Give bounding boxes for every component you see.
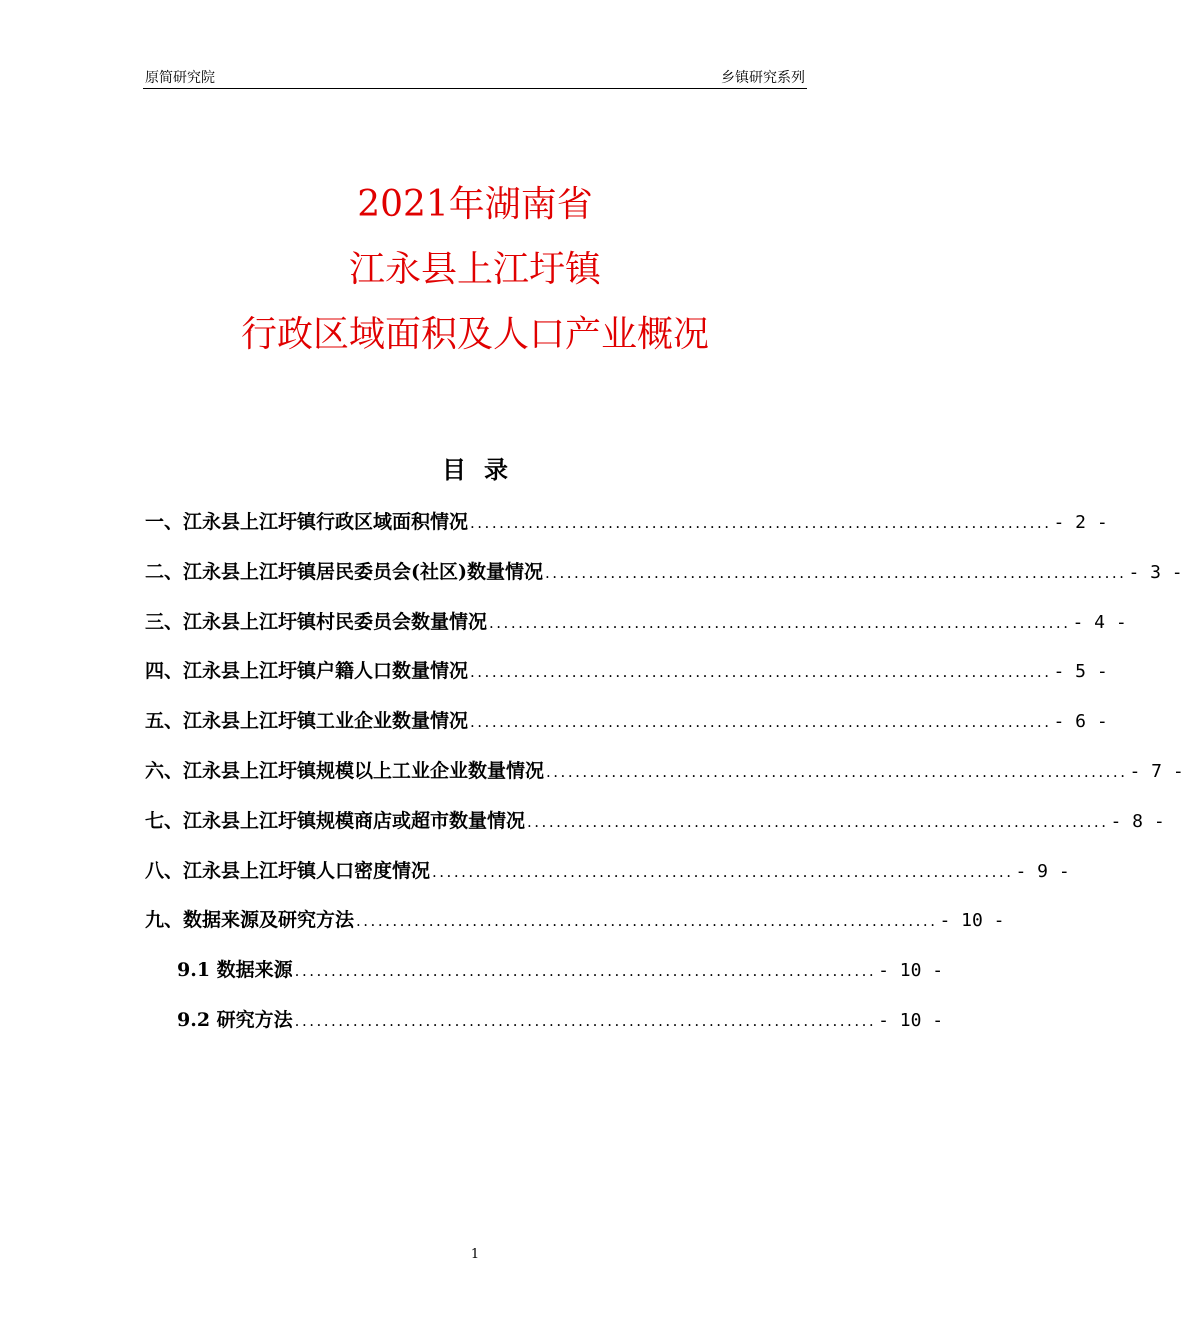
toc-leader-dots: ................................................................................ [356,912,938,931]
toc-entry-text: 四、江永县上江圩镇户籍人口数量情况 [145,660,469,683]
toc-leader-dots: ................................................................................ [470,713,1052,732]
toc-entry-text: 9.1 数据来源 [177,959,293,982]
toc-entry[interactable] [145,647,1108,697]
toc-entry-text: 九、数据来源及研究方法 [145,909,355,932]
toc-entry-page: - 10 - [878,1009,944,1031]
toc-entry-page: - 10 - [878,960,944,982]
title-line-2: 江永县上江圩镇 [348,249,601,290]
toc-entry[interactable] [145,548,1183,598]
toc-leader-dots: ................................................................................ [294,962,877,981]
toc-leader-dots: ................................................................................ [544,563,1127,582]
page-header [143,66,807,89]
toc-leader-dots: ................................................................................ [294,1011,877,1030]
toc-leader-dots: ................................................................................ [470,663,1052,682]
toc-entry-page: - 4 - [1072,611,1127,633]
toc-entry[interactable] [145,747,1184,797]
toc-entry-text: 三、江永县上江圩镇村民委员会数量情况 [145,610,488,633]
page-number: 1 [470,1247,480,1262]
table-of-contents [145,498,1184,1046]
toc-entry[interactable] [145,498,1108,548]
toc-entry-text: 八、江永县上江圩镇人口密度情况 [145,859,431,882]
toc-entry-page: - 2 - [1053,512,1108,533]
toc-entry-text: 9.2 研究方法 [177,1008,293,1031]
toc-entry[interactable] [145,697,1108,747]
toc-entry[interactable] [145,896,1005,946]
toc-entry-page: - 9 - [1015,860,1070,882]
toc-leader-dots: ................................................................................ [489,613,1071,632]
header-left-text: 原简研究院 [145,70,215,86]
toc-entry-text: 一、江永县上江圩镇行政区域面积情况 [145,511,469,533]
header-right-text: 乡镇研究系列 [721,70,805,86]
toc-subentry[interactable] [145,946,944,996]
toc-leader-dots: ................................................................................ [546,762,1128,781]
document-title [0,172,950,367]
title-line-1: 2021年湖南省 [357,184,593,225]
toc-heading: 目录 [442,456,526,484]
toc-entry-page: - 8 - [1110,810,1165,832]
toc-leader-dots: ................................................................................ [470,514,1052,532]
toc-entry[interactable] [145,797,1165,847]
toc-entry-text: 二、江永县上江圩镇居民委员会(社区)数量情况 [145,560,543,583]
toc-entry-text: 七、江永县上江圩镇规模商店或超市数量情况 [145,809,526,832]
toc-entry-page: - 7 - [1129,760,1184,782]
toc-leader-dots: ................................................................................ [432,862,1014,881]
toc-entry-page: - 5 - [1053,661,1108,683]
toc-entry[interactable] [145,847,1070,897]
toc-entry-page: - 10 - [939,910,1005,932]
toc-subentry[interactable] [145,996,944,1046]
toc-entry-page: - 6 - [1053,711,1108,733]
title-line-3: 行政区域面积及人口产业概况 [240,314,709,355]
toc-entry-text: 六、江永县上江圩镇规模以上工业企业数量情况 [145,759,545,782]
toc-leader-dots: ................................................................................ [527,812,1109,831]
toc-entry-text: 五、江永县上江圩镇工业企业数量情况 [145,710,469,733]
toc-entry[interactable] [145,598,1127,648]
toc-entry-page: - 3 - [1128,561,1183,583]
